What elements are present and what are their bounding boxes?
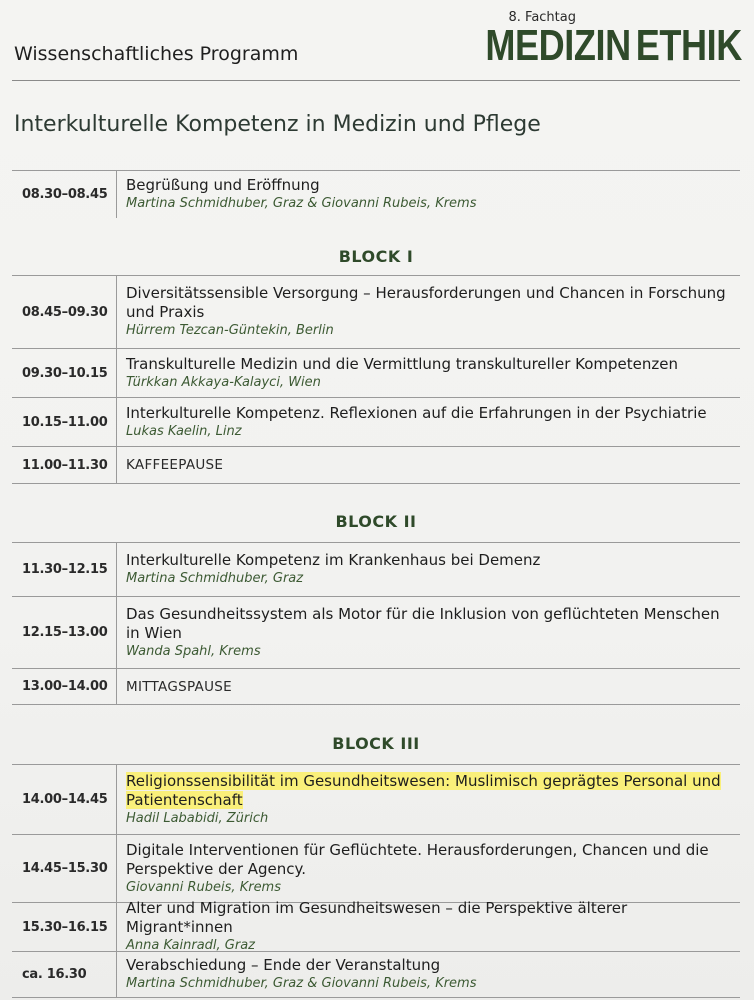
page-title: Interkulturelle Kompetenz in Medizin und Pflege [14, 112, 541, 137]
session-speaker: Anna Kainradl, Graz [126, 938, 255, 953]
session-speaker: Türkkan Akkaya-Kalayci, Wien [126, 374, 321, 390]
session-title: Interkulturelle Kompetenz. Reflexionen auf die Erfahrungen in der Psychiatrie [126, 403, 707, 422]
logo-word-ethik: ETHIK [635, 21, 742, 70]
logo [429, 10, 742, 68]
break-row [12, 668, 740, 705]
session-row [12, 764, 740, 834]
session-row [12, 951, 740, 998]
session-time: 13.00–14.00 [22, 679, 108, 694]
header-divider [12, 80, 740, 81]
block-heading: BLOCK II [335, 512, 417, 531]
block-heading: BLOCK III [332, 734, 420, 753]
session-time: 11.00–11.30 [22, 457, 108, 473]
break-row [12, 446, 740, 484]
session-time: 14.45–15.30 [22, 861, 108, 876]
session-title: Diversitätssensible Versorgung – Herausforderungen und Chancen in Forschung und Praxis [126, 284, 726, 321]
session-title: Digitale Interventionen für Geflüchtete. Herausforderungen, Chancen und die Perspektive der Agency. [126, 840, 709, 878]
session-time: 08.30–08.45 [22, 187, 108, 202]
session-time: 15.30–16.15 [22, 919, 108, 935]
session-time: 12.15–13.00 [22, 625, 108, 640]
session-time: 14.00–14.45 [22, 792, 108, 807]
session-row [12, 275, 740, 348]
session-row [12, 348, 740, 397]
session-row [12, 170, 740, 218]
session-title: Begrüßung und Eröffnung [126, 176, 320, 194]
logo-word-medizin: MEDIZIN [485, 21, 631, 70]
session-speaker: Wanda Spahl, Krems [126, 643, 261, 659]
session-time: 11.30–12.15 [22, 562, 108, 577]
session-time: 10.15–11.00 [22, 414, 108, 430]
session-row [12, 596, 740, 668]
block-heading: BLOCK I [338, 247, 414, 266]
session-speaker: Lukas Kaelin, Linz [126, 423, 242, 439]
session-row [12, 899, 740, 953]
program-label: Wissenschaftliches Programm [14, 43, 299, 65]
session-title: Interkulturelle Kompetenz im Krankenhaus bei Demenz [126, 551, 541, 569]
session-title: Transkulturelle Medizin und die Vermittlung transkultureller Kompetenzen [126, 354, 678, 373]
session-time: 08.45–09.30 [22, 304, 108, 320]
session-speaker: Giovanni Rubeis, Krems [126, 879, 281, 895]
session-title: Das Gesundheitssystem als Motor für die Inklusion von geflüchteten Menschen in Wien [126, 604, 720, 642]
session-title-highlighted: Religionssensibilität im Gesundheitswesen: Muslimisch geprägtes Personal und Patientenschaft [126, 771, 721, 809]
session-speaker: Martina Schmidhuber, Graz & Giovanni Rubeis, Krems [126, 976, 477, 991]
session-title: Alter und Migration im Gesundheitswesen – die Perspektive älterer Migrant*innen [126, 899, 628, 936]
session-time: 09.30–10.15 [22, 365, 108, 381]
break-label: MITTAGSPAUSE [126, 678, 232, 695]
session-speaker: Hadil Lababidi, Zürich [126, 810, 269, 826]
session-speaker: Martina Schmidhuber, Graz [126, 571, 304, 586]
session-row [12, 542, 740, 596]
session-row [12, 834, 740, 902]
break-label: KAFFEEPAUSE [126, 457, 224, 473]
logo-wordmark [485, 21, 742, 70]
session-speaker: Martina Schmidhuber, Graz & Giovanni Rubeis, Krems [126, 196, 477, 211]
session-speaker: Hürrem Tezcan-Güntekin, Berlin [126, 323, 334, 338]
session-title: Verabschiedung – Ende der Veranstaltung [126, 956, 441, 974]
session-time: ca. 16.30 [22, 967, 87, 982]
logo-edition: 8. Fachtag [508, 10, 576, 25]
session-row [12, 397, 740, 446]
